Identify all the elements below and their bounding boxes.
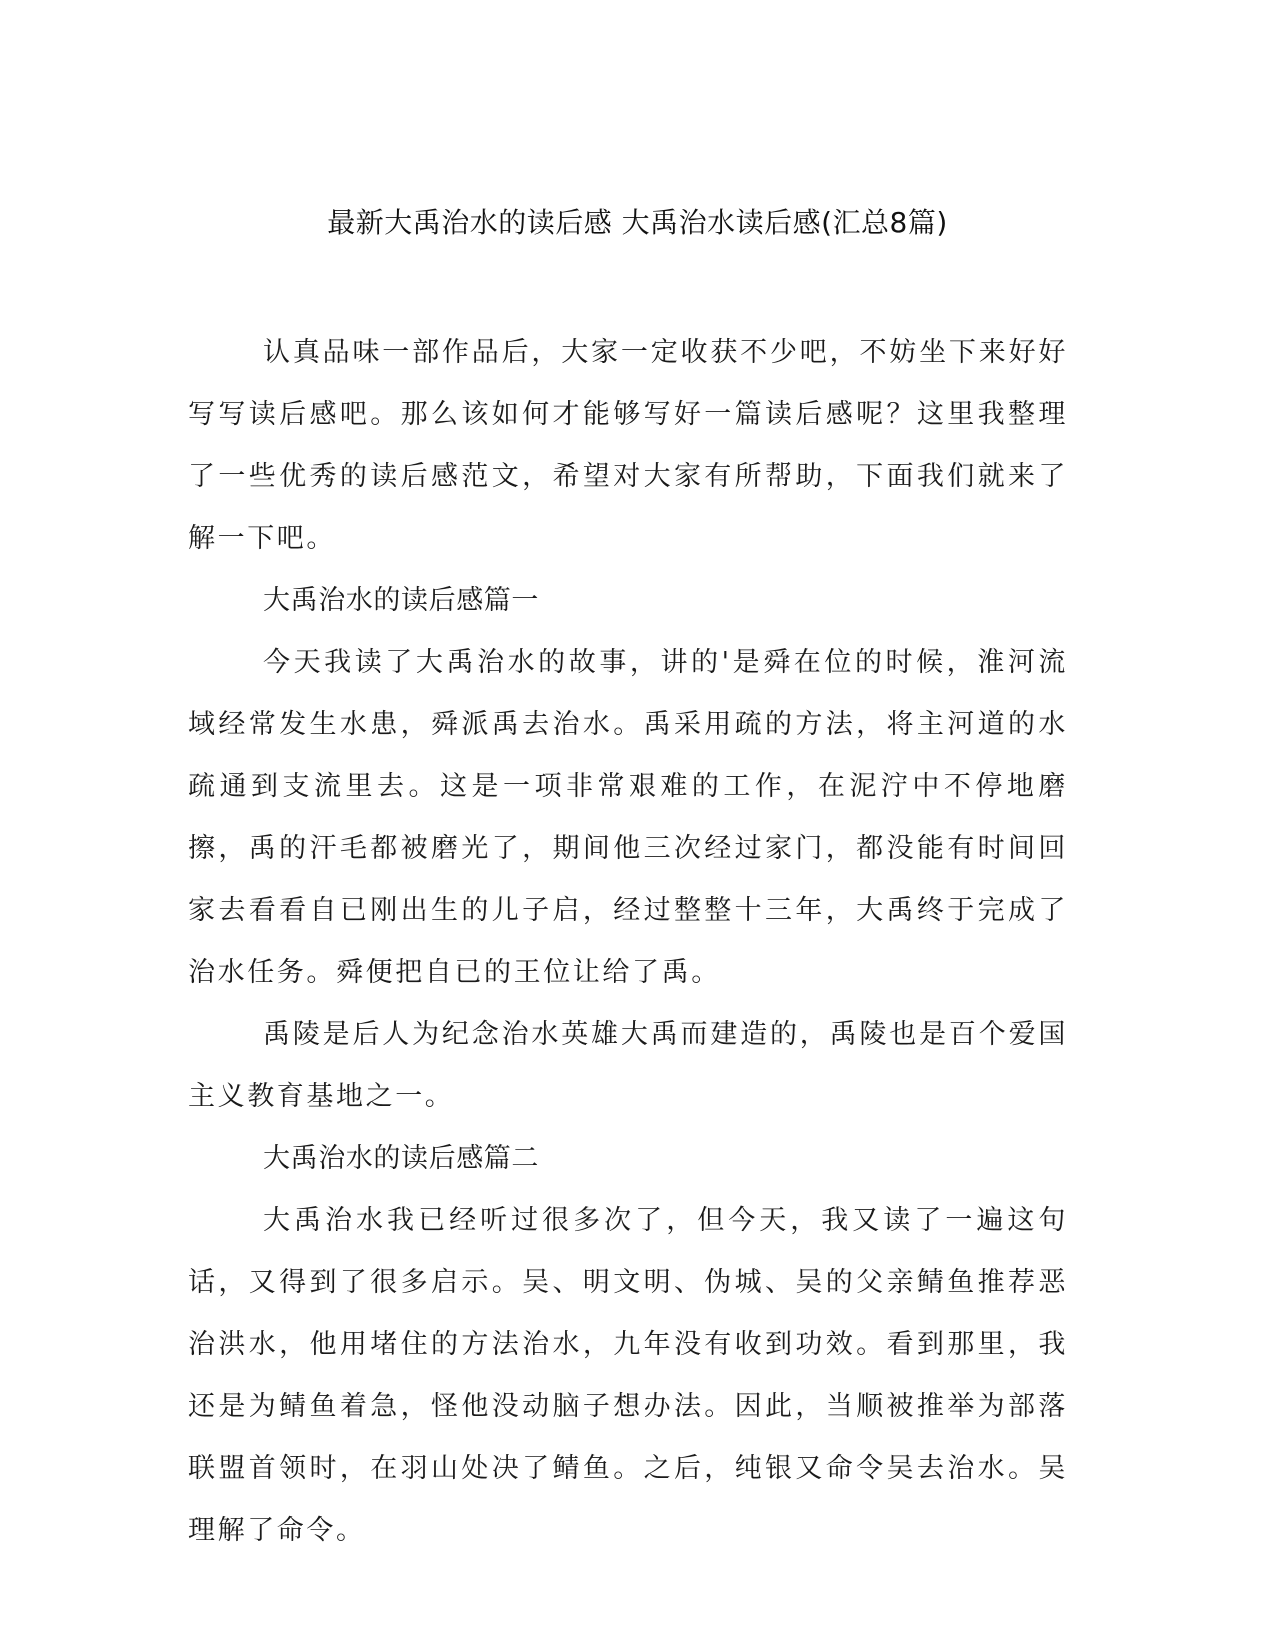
section-heading-2: 大禹治水的读后感篇二 — [263, 1143, 539, 1174]
body-paragraph: 禹陵是后人为纪念治水英雄大禹而建造的，禹陵也是百个爱国主义教育基地之一。 — [188, 1019, 1068, 1112]
document-body — [188, 322, 1068, 1562]
section-heading-1: 大禹治水的读后感篇一 — [263, 585, 539, 616]
document-title: 最新大禹治水的读后感 大禹治水读后感(汇总8篇) — [327, 206, 948, 239]
body-paragraph: 今天我读了大禹治水的故事，讲的'是舜在位的时候，淮河流域经常发生水患，舜派禹去治水。禹采用疏的方法，将主河道的水疏通到支流里去。这是一项非常艰难的工作，在泥泞中不停地磨擦，禹的汗毛都被磨光了，期间他三次经过家门，都没能有时间回家去看看自已刚出生的儿子启，经过整整十三年，大禹终于完成了治水任务。舜便把自已的王位让给了禹。 — [188, 647, 1068, 988]
body-paragraph: 大禹治水我已经听过很多次了，但今天，我又读了一遍这句话，又得到了很多启示。吴、明文明、伪城、吴的父亲鲭鱼推荐恶治洪水，他用堵住的方法治水，九年没有收到功效。看到那里，我还是为鲭鱼着急，怪他没动脑子想办法。因此，当顺被推举为部落联盟首领时，在羽山处决了鲭鱼。之后，纯银又命令吴去治水。吴理解了命令。 — [188, 1205, 1068, 1546]
intro-paragraph: 认真品味一部作品后，大家一定收获不少吧，不妨坐下来好好写写读后感吧。那么该如何才能够写好一篇读后感呢？这里我整理了一些优秀的读后感范文，希望对大家有所帮助，下面我们就来了解一下吧。 — [188, 337, 1068, 554]
